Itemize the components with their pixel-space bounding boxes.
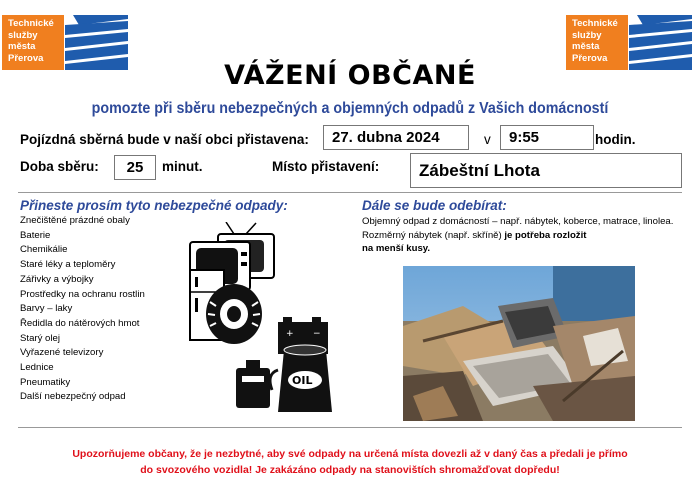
list-item: Starý olej — [20, 332, 60, 344]
bulky-line-bold: je potřeba rozložit — [504, 229, 587, 241]
logo-text-line: Přerova — [572, 52, 608, 64]
list-item: Pneumatiky — [20, 376, 71, 388]
bulky-title: Dále se bude odebírat: — [362, 198, 507, 213]
oil-drum-icon — [270, 345, 332, 412]
minutes-label: minut. — [162, 159, 203, 174]
logo-text-line: města — [572, 41, 600, 52]
list-item: Barvy – laky — [20, 303, 73, 315]
bulky-line: Objemný odpad z domácností – např. nábytek, koberce, matrace, linolea. — [362, 216, 674, 227]
place-label: Místo přistavení: — [272, 159, 380, 174]
bulky-line — [362, 242, 682, 256]
bulky-line-bold: na menší kusy. — [362, 243, 431, 254]
list-item: Ředidla do nátěrových hmot — [20, 317, 140, 329]
warning-notice — [0, 446, 700, 478]
warning-line: do svozového vozidla! Je zakázáno odpady na stanovištích shromažďovat dopředu! — [140, 464, 560, 476]
divider-bottom — [18, 427, 682, 428]
list-item: Znečištěné prázdné obaly — [20, 215, 130, 226]
logo-text-line: služby — [8, 29, 38, 41]
list-item: Prostředky na ochranu rostlin — [20, 288, 145, 300]
duration-field: 25 — [114, 155, 156, 180]
list-item: Lednice — [20, 362, 54, 374]
logo-text-line: Technické — [572, 18, 618, 29]
svg-text:+: + — [286, 329, 294, 339]
logo-text-line: služby — [572, 29, 602, 41]
page-title: VÁŽENÍ OBČANÉ — [224, 60, 476, 91]
list-item: Vyřazené televizory — [20, 347, 104, 359]
list-item: Baterie — [20, 229, 51, 241]
oil-label: OIL — [292, 374, 313, 387]
hazardous-list — [20, 214, 145, 405]
station-label: Pojízdná sběrná bude v naší obci přistavena: — [20, 132, 309, 147]
divider-top — [18, 192, 682, 193]
hazardous-title: Přineste prosím tyto nebezpečné odpady: — [20, 198, 288, 213]
bulky-description — [362, 215, 682, 256]
page-subtitle: pomozte při sběru nebezpečných a objemných odpadů z Vašich domácností — [91, 100, 609, 117]
list-item: Staré léky a teploměry — [20, 259, 116, 271]
in-label: v — [484, 132, 491, 147]
hazardous-waste-clipart — [186, 222, 336, 412]
date-field: 27. dubna 2024 — [323, 125, 469, 150]
duration-label: Doba sběru: — [20, 159, 99, 174]
bulky-line-text: Rozměrný nábytek (např. skříně) — [362, 229, 505, 241]
place-field: Zábeštní Lhota — [410, 153, 682, 188]
bulky-line — [362, 229, 682, 243]
list-item: Chemikálie — [20, 244, 68, 256]
hours-label: hodin. — [595, 132, 636, 147]
logo-text-line: Technické — [8, 18, 54, 29]
logo-text-line: Přerova — [8, 52, 44, 64]
time-field: 9:55 — [500, 125, 594, 150]
logo-text-line: města — [8, 41, 36, 52]
tire-icon — [206, 284, 262, 344]
list-item: Další nebezpečný odpad — [20, 391, 126, 403]
canister-icon — [236, 360, 270, 408]
bulky-waste-photo — [403, 266, 635, 421]
svg-text:−: − — [313, 329, 321, 339]
list-item: Zářivky a výbojky — [20, 273, 94, 285]
warning-line: Upozorňujeme občany, že je nezbytné, aby své odpady na určená místa dovezli až v daný čas a předali je přímo — [72, 448, 628, 460]
